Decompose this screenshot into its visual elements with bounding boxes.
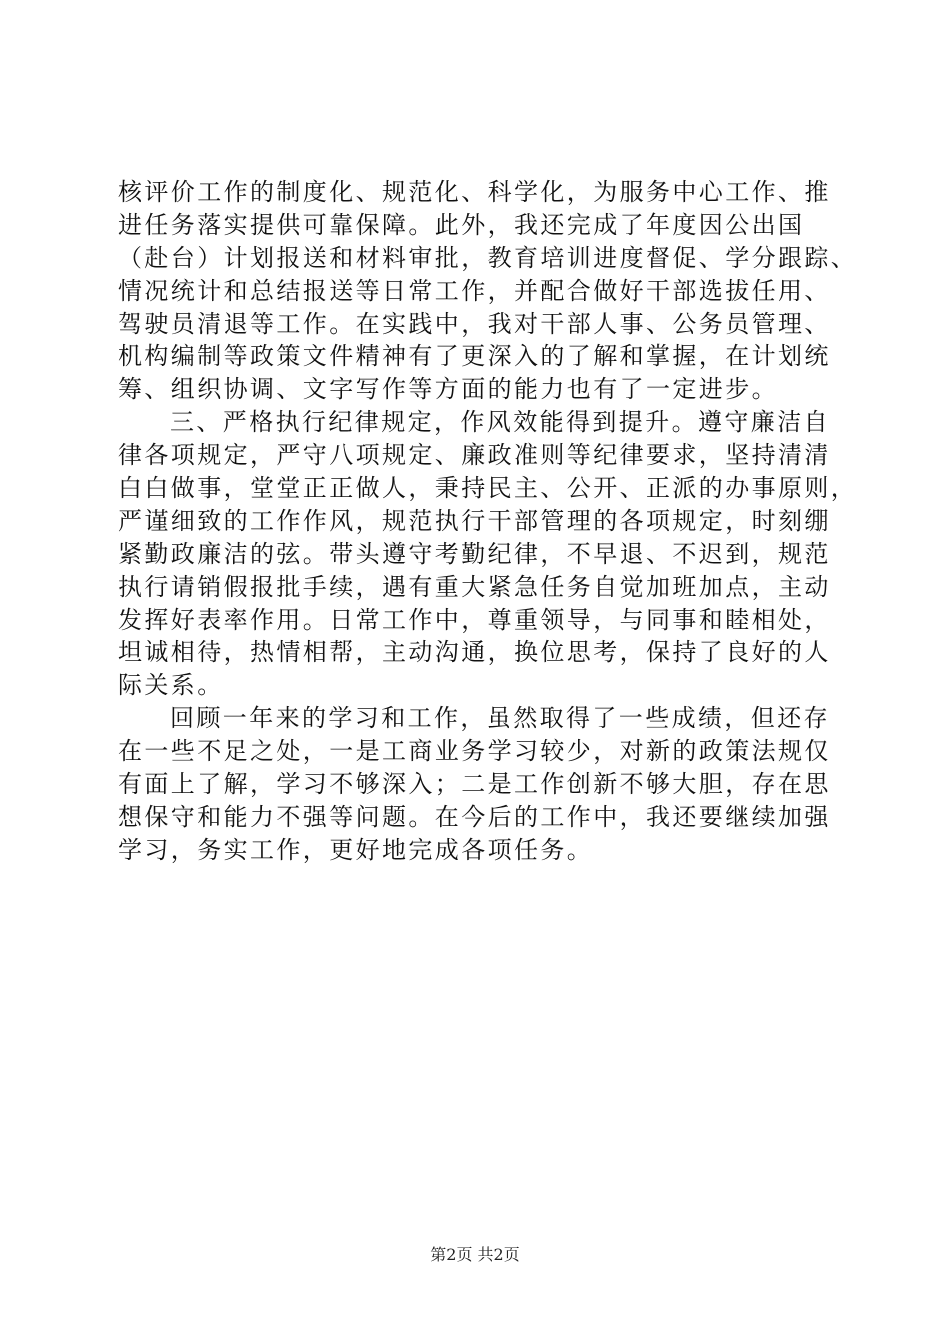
body-line: 紧勤政廉洁的弦。带头遵守考勤纪律，不早退、不迟到，规范 — [118, 539, 831, 568]
body-line: 发挥好表率作用。日常工作中，尊重领导，与同事和睦相处， — [118, 605, 831, 634]
body-line: 学习，务实工作，更好地完成各项任务。 — [118, 835, 594, 864]
body-line: 白白做事，堂堂正正做人，秉持民主、公开、正派的办事原则， — [118, 474, 858, 503]
body-line: 执行请销假报批手续，遇有重大紧急任务自觉加班加点，主动 — [118, 572, 831, 601]
document-body — [118, 176, 858, 867]
body-line: 筹、组织协调、文字写作等方面的能力也有了一定进步。 — [118, 375, 778, 404]
body-line: 在一些不足之处，一是工商业务学习较少，对新的政策法规仅 — [118, 737, 831, 766]
body-line: 际关系。 — [118, 671, 224, 700]
paragraph-start-line: 三、严格执行纪律规定，作风效能得到提升。遵守廉洁自 — [170, 408, 830, 437]
body-line: 坦诚相待，热情相帮，主动沟通，换位思考，保持了良好的人 — [118, 638, 831, 667]
body-line: 机构编制等政策文件精神有了更深入的了解和掌握，在计划统 — [118, 342, 831, 371]
body-line: 有面上了解，学习不够深入；二是工作创新不够大胆，存在思 — [118, 770, 831, 799]
paragraph-start-line: 回顾一年来的学习和工作，虽然取得了一些成绩，但还存 — [170, 704, 830, 733]
body-line: 严谨细致的工作作风，规范执行干部管理的各项规定，时刻绷 — [118, 506, 831, 535]
body-line: 律各项规定，严守八项规定、廉政准则等纪律要求，坚持清清 — [118, 441, 831, 470]
body-line: （赴台）计划报送和材料审批，教育培训进度督促、学分跟踪、 — [118, 243, 858, 272]
body-line: 想保守和能力不强等问题。在今后的工作中，我还要继续加强 — [118, 802, 831, 831]
page-number-footer: 第2页 共2页 — [430, 1245, 520, 1264]
body-line: 驾驶员清退等工作。在实践中，我对干部人事、公务员管理、 — [118, 309, 831, 338]
body-line: 核评价工作的制度化、规范化、科学化，为服务中心工作、推 — [118, 178, 831, 206]
body-line: 情况统计和总结报送等日常工作，并配合做好干部选拔任用、 — [118, 276, 831, 305]
body-line: 进任务落实提供可靠保障。此外，我还完成了年度因公出国 — [118, 210, 805, 239]
